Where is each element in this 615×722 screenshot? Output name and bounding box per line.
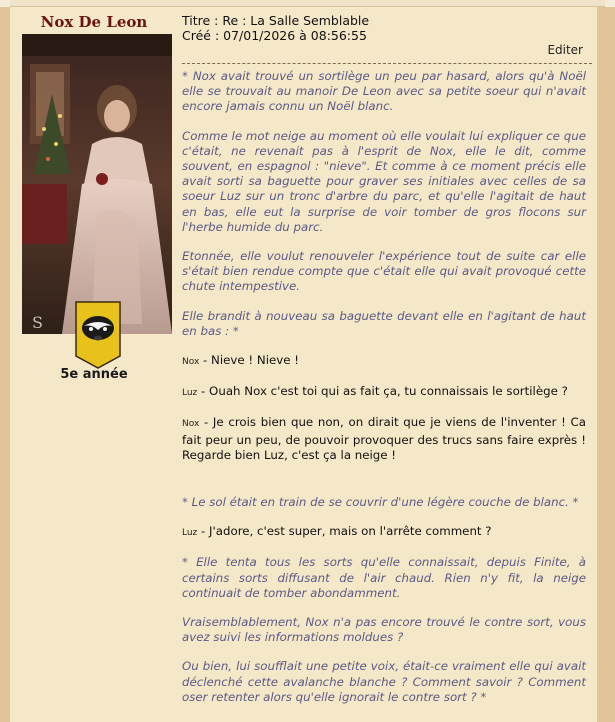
- badger-crest-icon: [74, 300, 122, 370]
- dialogue-line: [182, 353, 586, 370]
- dialogue-text: - J'adore, c'est super, mais on l'arrête comment ?: [197, 524, 492, 539]
- post-column: [178, 7, 597, 722]
- username[interactable]: Nox De Leon: [40, 13, 148, 31]
- post-created: Créé : 07/01/2026 à 08:56:55: [182, 28, 367, 43]
- post-paragraph: Ou bien, lui soufflait une petite voix, était-ce vraiment elle qui avait déclenché cette avalanche blanche ? Comment savoir ? Comment oser retenter alors qu'elle ignorait le contre sort ? *: [182, 659, 586, 704]
- post-paragraph: Vraisemblablement, Nox n'a pas encore trouvé le contre sort, vous avez suivi les informations moldues ?: [182, 615, 586, 645]
- profile-column: [10, 7, 178, 722]
- post-paragraph: Elle brandit à nouveau sa baguette devant elle en l'agitant de haut en bas : *: [182, 308, 586, 338]
- dialogue-line: [182, 524, 586, 541]
- post-meta: [182, 13, 369, 43]
- year-label: 5e année: [60, 367, 128, 382]
- speaker-name: Nox: [182, 357, 200, 368]
- post-title: Titre : Re : La Salle Semblable: [182, 13, 370, 28]
- post-paragraph: Comme le mot neige au moment où elle voulait lui expliquer ce que c'était, ne revenait pas à l'esprit de Nox, elle le dit, comme souvent, en espagnol : "nieve". Et comme à ce moment précis elle avait sorti sa baguette pour graver ses initiales avec celles de sa soeur Luz sur un tronc d'arbre du parc, et qu'elle l'agitait de haut en bas, elle eut la surprise de voir tomber de gros flocons sur l'herbe humide du parc.: [182, 128, 586, 234]
- avatar: [22, 34, 172, 334]
- spacer: [182, 477, 586, 495]
- speaker-name: Luz: [182, 388, 198, 399]
- post-paragraph: Etonnée, elle voulut renouveler l'expérience tout de suite car elle s'était bien rendue compte que c'était elle qui avait provoqué cette chute intempestive.: [182, 249, 586, 294]
- divider: [182, 63, 592, 64]
- dialogue-text: - Ouah Nox c'est toi qui as fait ça, tu connaissais le sortilège ?: [197, 384, 568, 399]
- post-paragraph: * Nox avait trouvé un sortilège un peu par hasard, alors qu'à Noël elle se trouvait au manoir De Leon avec sa petite soeur qui n'avait encore jamais connu un Noël blanc.: [182, 69, 586, 114]
- dialogue-text: - Je crois bien que non, on dirait que je viens de l'inventer ! Ca fait peur un peu, de pouvoir provoquer des trucs sans faire exprès ! Regarde bien Luz, c'est ça la neige !: [182, 415, 586, 462]
- dialogue-line: [182, 415, 586, 463]
- post-paragraph: * Elle tenta tous les sorts qu'elle connaissait, depuis Finite, à certains sorts diffusant de l'air chaud. Rien n'y fit, la neige continuait de tomber abondamment.: [182, 555, 586, 600]
- top-bar-inner: [10, 0, 605, 7]
- avatar-monogram: S: [32, 313, 43, 332]
- avatar-image: [22, 34, 172, 334]
- post-body: [182, 69, 586, 719]
- speaker-name: Nox: [182, 419, 200, 430]
- edit-button[interactable]: Editer: [547, 43, 583, 57]
- top-bar: [0, 0, 615, 7]
- speaker-name: Luz: [182, 528, 198, 539]
- dialogue-line: [182, 384, 586, 401]
- post-paragraph: * Le sol était en train de se couvrir d'une légère couche de blanc. *: [182, 495, 579, 510]
- dialogue-text: - Nieve ! Nieve !: [199, 353, 299, 368]
